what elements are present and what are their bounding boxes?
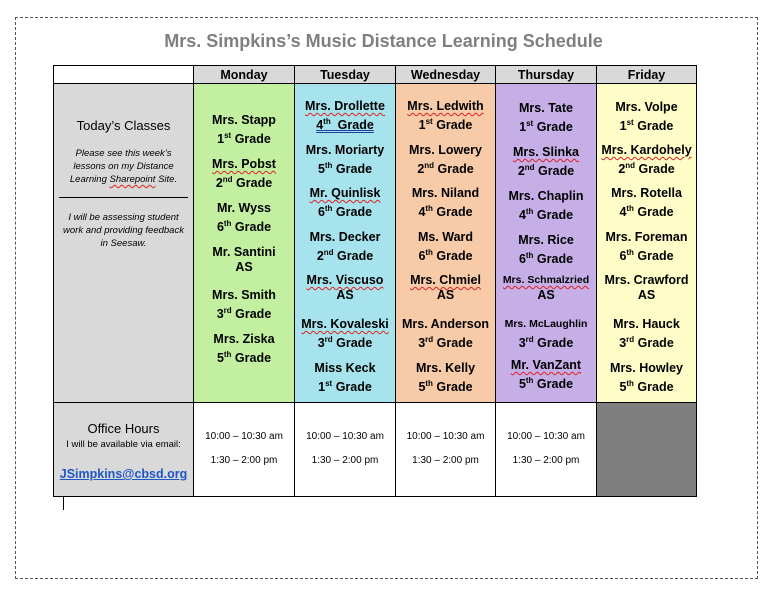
header-blank-cell xyxy=(54,66,194,84)
grade-number: 1 xyxy=(217,132,225,147)
grade-suffix: rd xyxy=(525,335,534,344)
tuesday-classes xyxy=(295,84,396,403)
grade-suffix: th xyxy=(525,207,534,216)
grade-suffix: th xyxy=(525,376,534,385)
grade-label xyxy=(396,288,495,303)
grade-label xyxy=(194,216,294,235)
grade-suffix: th xyxy=(425,379,433,388)
grade-label xyxy=(295,201,395,220)
grade-text xyxy=(518,164,574,178)
grade-word: Grade xyxy=(333,249,374,264)
teacher-name: Mrs. Decker xyxy=(309,230,381,244)
grade-suffix: rd xyxy=(425,335,434,344)
grade-text: AS xyxy=(235,260,253,274)
grade-suffix: st xyxy=(425,117,433,126)
grade-number: 6 xyxy=(216,220,224,235)
grade-text xyxy=(217,351,271,365)
grade-label xyxy=(396,376,495,395)
grade-label xyxy=(597,158,696,177)
grade-word: Grade xyxy=(434,162,474,177)
page-title: Mrs. Simpkins’s Music Distance Learning Schedule xyxy=(164,31,603,51)
grade-suffix: th xyxy=(324,161,333,170)
grade-number: 2 xyxy=(517,164,525,179)
grade-text: AS xyxy=(637,288,656,302)
grade-word: Grade xyxy=(432,249,473,264)
class-entry xyxy=(597,143,696,177)
class-entry xyxy=(295,186,395,220)
teacher-name: Mrs. Drollette xyxy=(305,99,385,113)
grade-number: 4 xyxy=(418,205,426,220)
divider xyxy=(59,197,188,198)
grade-word: Grade xyxy=(332,162,373,177)
teacher-name: Mrs. Crawford xyxy=(604,273,689,287)
grade-label xyxy=(194,303,294,322)
grade-suffix: th xyxy=(626,248,634,257)
grade-text xyxy=(418,336,473,350)
day-header-wednesday: Wednesday xyxy=(396,66,496,84)
grade-label xyxy=(496,160,596,179)
thursday-classes xyxy=(496,84,597,403)
grade-label xyxy=(597,201,696,220)
grade-number: 3 xyxy=(418,336,426,351)
class-entry xyxy=(194,288,294,322)
day-header-friday: Friday xyxy=(597,66,697,84)
grade-label xyxy=(597,332,696,351)
grade-number: 3 xyxy=(317,336,325,351)
class-entry xyxy=(194,157,294,191)
grade-word: Grade xyxy=(332,380,372,395)
grade-label xyxy=(597,115,696,134)
grade-suffix: st xyxy=(526,119,534,128)
office-hours-cell xyxy=(54,403,194,497)
class-entry xyxy=(496,317,596,351)
wednesday-classes xyxy=(396,84,496,403)
teacher-name: Mrs. Kelly xyxy=(415,361,476,375)
teacher-name: Mr. Santini xyxy=(212,245,276,259)
grade-word: Grade xyxy=(332,336,373,351)
class-entry xyxy=(295,143,395,177)
class-entry xyxy=(396,186,495,220)
grade-suffix: nd xyxy=(424,161,435,170)
grade-word: Grade xyxy=(635,162,675,177)
grade-text xyxy=(519,208,573,222)
grade-text xyxy=(519,252,573,266)
class-entry xyxy=(597,186,696,220)
grade-suffix: nd xyxy=(222,175,233,184)
grade-text xyxy=(619,249,673,263)
class-entry xyxy=(597,273,696,303)
grade-number: 5 xyxy=(418,380,426,395)
grade-text xyxy=(418,205,472,219)
grade-text xyxy=(217,132,271,146)
class-entry xyxy=(194,332,294,366)
grade-text xyxy=(217,220,271,234)
grade-number: 4 xyxy=(518,208,526,223)
class-entry xyxy=(295,99,395,133)
grade-word: Grade xyxy=(231,307,272,322)
grade-label xyxy=(194,172,294,191)
teacher-name: Mrs. Lowery xyxy=(409,143,482,157)
grade-suffix: th xyxy=(223,219,232,228)
lessons-note-end: Site. xyxy=(155,174,178,185)
grade-suffix: st xyxy=(325,379,333,388)
day-header-tuesday: Tuesday xyxy=(295,66,396,84)
grade-text xyxy=(619,380,673,394)
grade-number: 5 xyxy=(518,377,526,392)
classes-row xyxy=(54,84,697,403)
seesaw-note: I will be assessing student work and providing feedback in Seesaw. xyxy=(63,212,184,249)
grade-text xyxy=(318,162,372,176)
class-entry xyxy=(597,317,696,351)
teacher-name: Mrs. Chaplin xyxy=(508,189,584,203)
grade-number: 2 xyxy=(618,162,626,177)
grade-word: Grade xyxy=(232,176,273,191)
grade-label xyxy=(194,128,294,147)
class-entry xyxy=(496,189,596,223)
teacher-name: Miss Keck xyxy=(314,361,376,375)
grade-word: Grade xyxy=(432,380,473,395)
office-hours-tuesday xyxy=(295,403,396,497)
grade-label xyxy=(396,201,495,220)
grade-number: 3 xyxy=(619,336,627,351)
grade-label xyxy=(396,158,495,177)
grade-number: 1 xyxy=(418,118,426,133)
class-entry xyxy=(496,233,596,267)
grade-suffix: th xyxy=(425,204,433,213)
grade-text xyxy=(620,119,674,133)
class-entry xyxy=(295,361,395,395)
grade-number: 4 xyxy=(619,205,627,220)
grade-number: 1 xyxy=(318,380,326,395)
grade-label xyxy=(597,288,696,303)
lessons-note-sharepoint: Sharepoint xyxy=(109,174,156,185)
header-row xyxy=(54,66,697,84)
grade-suffix: th xyxy=(425,248,433,257)
teacher-name: Mrs. Pobst xyxy=(212,157,276,171)
grade-number: 5 xyxy=(216,351,224,366)
grade-label xyxy=(295,332,395,351)
grade-label xyxy=(396,245,495,264)
class-entry xyxy=(194,245,294,275)
text-cursor xyxy=(63,497,64,510)
office-slot-afternoon: 1:30 – 2:00 pm xyxy=(512,455,580,466)
office-slot-morning: 10:00 – 10:30 am xyxy=(205,431,283,442)
class-entry xyxy=(597,100,696,134)
teacher-name: Mrs. Stapp xyxy=(212,113,276,127)
grade-text xyxy=(519,120,573,134)
class-entry xyxy=(396,317,495,351)
lessons-note-text: Please see this week’s lessons on my Distance Learning xyxy=(69,148,174,185)
grade-text xyxy=(318,205,372,219)
grade-word: Grade xyxy=(633,380,674,395)
teacher-name: Mrs. Howley xyxy=(610,361,683,375)
grade-word: Grade xyxy=(634,336,674,351)
todays-classes-cell xyxy=(54,84,194,403)
teacher-name: Mrs. Hauck xyxy=(613,317,680,331)
grade-suffix: rd xyxy=(626,335,635,344)
teacher-name: Mrs. Moriarty xyxy=(305,143,385,157)
grade-label xyxy=(496,204,596,223)
grade-word: Grade xyxy=(533,252,574,267)
grade-label xyxy=(597,245,696,264)
grade-text: AS xyxy=(436,288,455,302)
grade-text xyxy=(217,307,272,321)
teacher-name: Mrs. Viscuso xyxy=(306,273,384,287)
teacher-name: Mrs. McLaughlin xyxy=(504,318,588,330)
class-entry xyxy=(496,145,596,179)
grade-suffix: th xyxy=(323,117,331,126)
grade-suffix: rd xyxy=(324,335,333,344)
grade-word: Grade xyxy=(533,336,574,351)
todays-classes-heading: Today’s Classes xyxy=(76,118,171,133)
teacher-name: Mrs. Tate xyxy=(519,101,573,115)
office-slot-afternoon: 1:30 – 2:00 pm xyxy=(412,455,479,466)
class-entry xyxy=(396,143,495,177)
grade-text xyxy=(419,118,473,132)
grade-number: 2 xyxy=(417,162,425,177)
teacher-name: Mrs. Rice xyxy=(518,233,574,247)
grade-word: Grade xyxy=(533,208,574,223)
grade-text xyxy=(619,205,673,219)
grade-text xyxy=(418,249,472,263)
office-hours-heading: Office Hours xyxy=(87,421,160,436)
class-entry xyxy=(396,361,495,395)
grade-word: Grade xyxy=(332,205,373,220)
teacher-name: Mrs. Ledwith xyxy=(407,99,484,113)
teacher-name: Mr. Wyss xyxy=(217,201,271,215)
grade-label xyxy=(194,260,294,275)
office-hours-wednesday xyxy=(396,403,496,497)
grade-label xyxy=(396,114,495,133)
class-entry xyxy=(396,99,495,133)
grade-word: Grade xyxy=(533,377,574,392)
teacher-name: Mrs. Volpe xyxy=(615,100,678,114)
grade-label xyxy=(496,116,596,135)
grade-word: Grade xyxy=(633,249,674,264)
grade-label xyxy=(295,114,395,133)
grade-text: AS xyxy=(336,288,354,302)
teacher-name: Mrs. Niland xyxy=(411,186,480,200)
day-header-thursday: Thursday xyxy=(496,66,597,84)
teacher-name: Mrs. Schmalzried xyxy=(502,274,590,286)
grade-text xyxy=(318,336,373,350)
grade-word: Grade xyxy=(633,119,674,134)
grade-number: 6 xyxy=(619,249,627,264)
grade-number: 5 xyxy=(317,162,325,177)
teacher-name: Mrs. Kovaleski xyxy=(301,317,389,331)
office-slot-morning: 10:00 – 10:30 am xyxy=(306,431,384,442)
office-slot-afternoon: 1:30 – 2:00 pm xyxy=(311,455,379,466)
grade-text xyxy=(216,176,272,190)
grade-text xyxy=(417,162,473,176)
grade-suffix: th xyxy=(626,204,634,213)
grade-text xyxy=(318,380,372,394)
grade-suffix: nd xyxy=(625,161,636,170)
grade-suffix: th xyxy=(626,379,634,388)
grade-label xyxy=(496,288,596,303)
email-link[interactable]: JSimpkins@cbsd.org xyxy=(59,467,188,481)
office-hours-thursday xyxy=(496,403,597,497)
grade-word: Grade xyxy=(231,132,271,147)
office-hours-row xyxy=(54,403,697,497)
class-entry xyxy=(295,230,395,264)
grade-text xyxy=(519,377,573,391)
grade-word: Grade xyxy=(533,120,573,135)
teacher-name: Ms. Ward xyxy=(417,230,474,244)
grade-text xyxy=(317,249,373,263)
grade-number: 5 xyxy=(619,380,627,395)
grade-number: 3 xyxy=(518,336,526,351)
office-hours-friday-blocked xyxy=(597,403,697,497)
grade-suffix: st xyxy=(626,118,634,127)
day-header-monday: Monday xyxy=(194,66,295,84)
class-entry xyxy=(194,201,294,235)
grade-number: 6 xyxy=(418,249,426,264)
teacher-name: Mr. Quinlisk xyxy=(309,186,381,200)
office-slot-morning: 10:00 – 10:30 am xyxy=(507,431,585,442)
grade-suffix: nd xyxy=(323,248,334,257)
grade-label xyxy=(295,288,395,303)
class-entry xyxy=(194,113,294,147)
grade-label xyxy=(194,347,294,366)
schedule-table xyxy=(53,65,697,497)
teacher-name: Mrs. Slinka xyxy=(513,145,579,159)
grade-number: 1 xyxy=(519,120,527,135)
class-entry xyxy=(496,101,596,135)
grade-number: 2 xyxy=(316,249,324,264)
grade-label xyxy=(496,248,596,267)
teacher-name: Mrs. Chmiel xyxy=(410,273,481,287)
grade-word: Grade xyxy=(432,205,473,220)
grade-number: 6 xyxy=(518,252,526,267)
grade-word: Grade xyxy=(231,351,272,366)
class-entry xyxy=(597,230,696,264)
grade-word: Grade xyxy=(433,336,473,351)
grade-word: Grade xyxy=(231,220,272,235)
grade-suffix: rd xyxy=(223,306,232,315)
teacher-name: Mrs. Foreman xyxy=(605,230,688,244)
teacher-name: Mrs. Kardohely xyxy=(601,143,692,157)
class-entry xyxy=(295,273,395,303)
office-hours-subtext: I will be available via email: xyxy=(66,439,181,450)
grade-word: Grade xyxy=(432,118,473,133)
class-entry xyxy=(597,361,696,395)
grade-suffix: th xyxy=(324,204,333,213)
grade-number: 1 xyxy=(619,119,627,134)
teacher-name: Mrs. Smith xyxy=(212,288,276,302)
grade-number: 4 xyxy=(316,118,324,133)
office-slot-morning: 10:00 – 10:30 am xyxy=(406,431,485,442)
monday-classes xyxy=(194,84,295,403)
grade-suffix: th xyxy=(223,350,232,359)
class-entry xyxy=(496,273,596,303)
office-hours-monday xyxy=(194,403,295,497)
grade-label xyxy=(496,332,596,351)
grade-word: Grade xyxy=(534,164,575,179)
grade-word: Grade xyxy=(633,205,674,220)
grade-suffix: th xyxy=(525,251,534,260)
class-entry xyxy=(396,273,495,303)
grade-suffix: st xyxy=(224,131,232,140)
grade-label xyxy=(295,376,395,395)
grade-text xyxy=(418,380,472,394)
grade-number: 6 xyxy=(317,205,325,220)
class-entry xyxy=(295,317,395,351)
grade-label xyxy=(597,376,696,395)
grade-text xyxy=(519,336,574,350)
lessons-note xyxy=(62,147,185,186)
grade-label xyxy=(295,158,395,177)
office-slot-afternoon: 1:30 – 2:00 pm xyxy=(210,455,278,466)
friday-classes xyxy=(597,84,697,403)
grade-suffix: nd xyxy=(524,163,535,172)
class-entry xyxy=(396,230,495,264)
grade-number: 2 xyxy=(215,176,223,191)
grade-text: AS xyxy=(537,288,555,302)
grade-label xyxy=(496,373,596,392)
teacher-name: Mrs. Anderson xyxy=(401,317,490,331)
teacher-name: Mr. VanZant xyxy=(510,358,582,372)
grade-number: 3 xyxy=(216,307,224,322)
class-entry xyxy=(496,358,596,392)
grade-word: Grade xyxy=(330,118,374,133)
grade-label xyxy=(295,245,395,264)
grade-text xyxy=(618,162,674,176)
grade-label xyxy=(396,332,495,351)
grade-text xyxy=(619,336,674,350)
teacher-name: Mrs. Rotella xyxy=(611,186,682,200)
grade-text xyxy=(316,118,374,132)
teacher-name: Mrs. Ziska xyxy=(213,332,275,346)
